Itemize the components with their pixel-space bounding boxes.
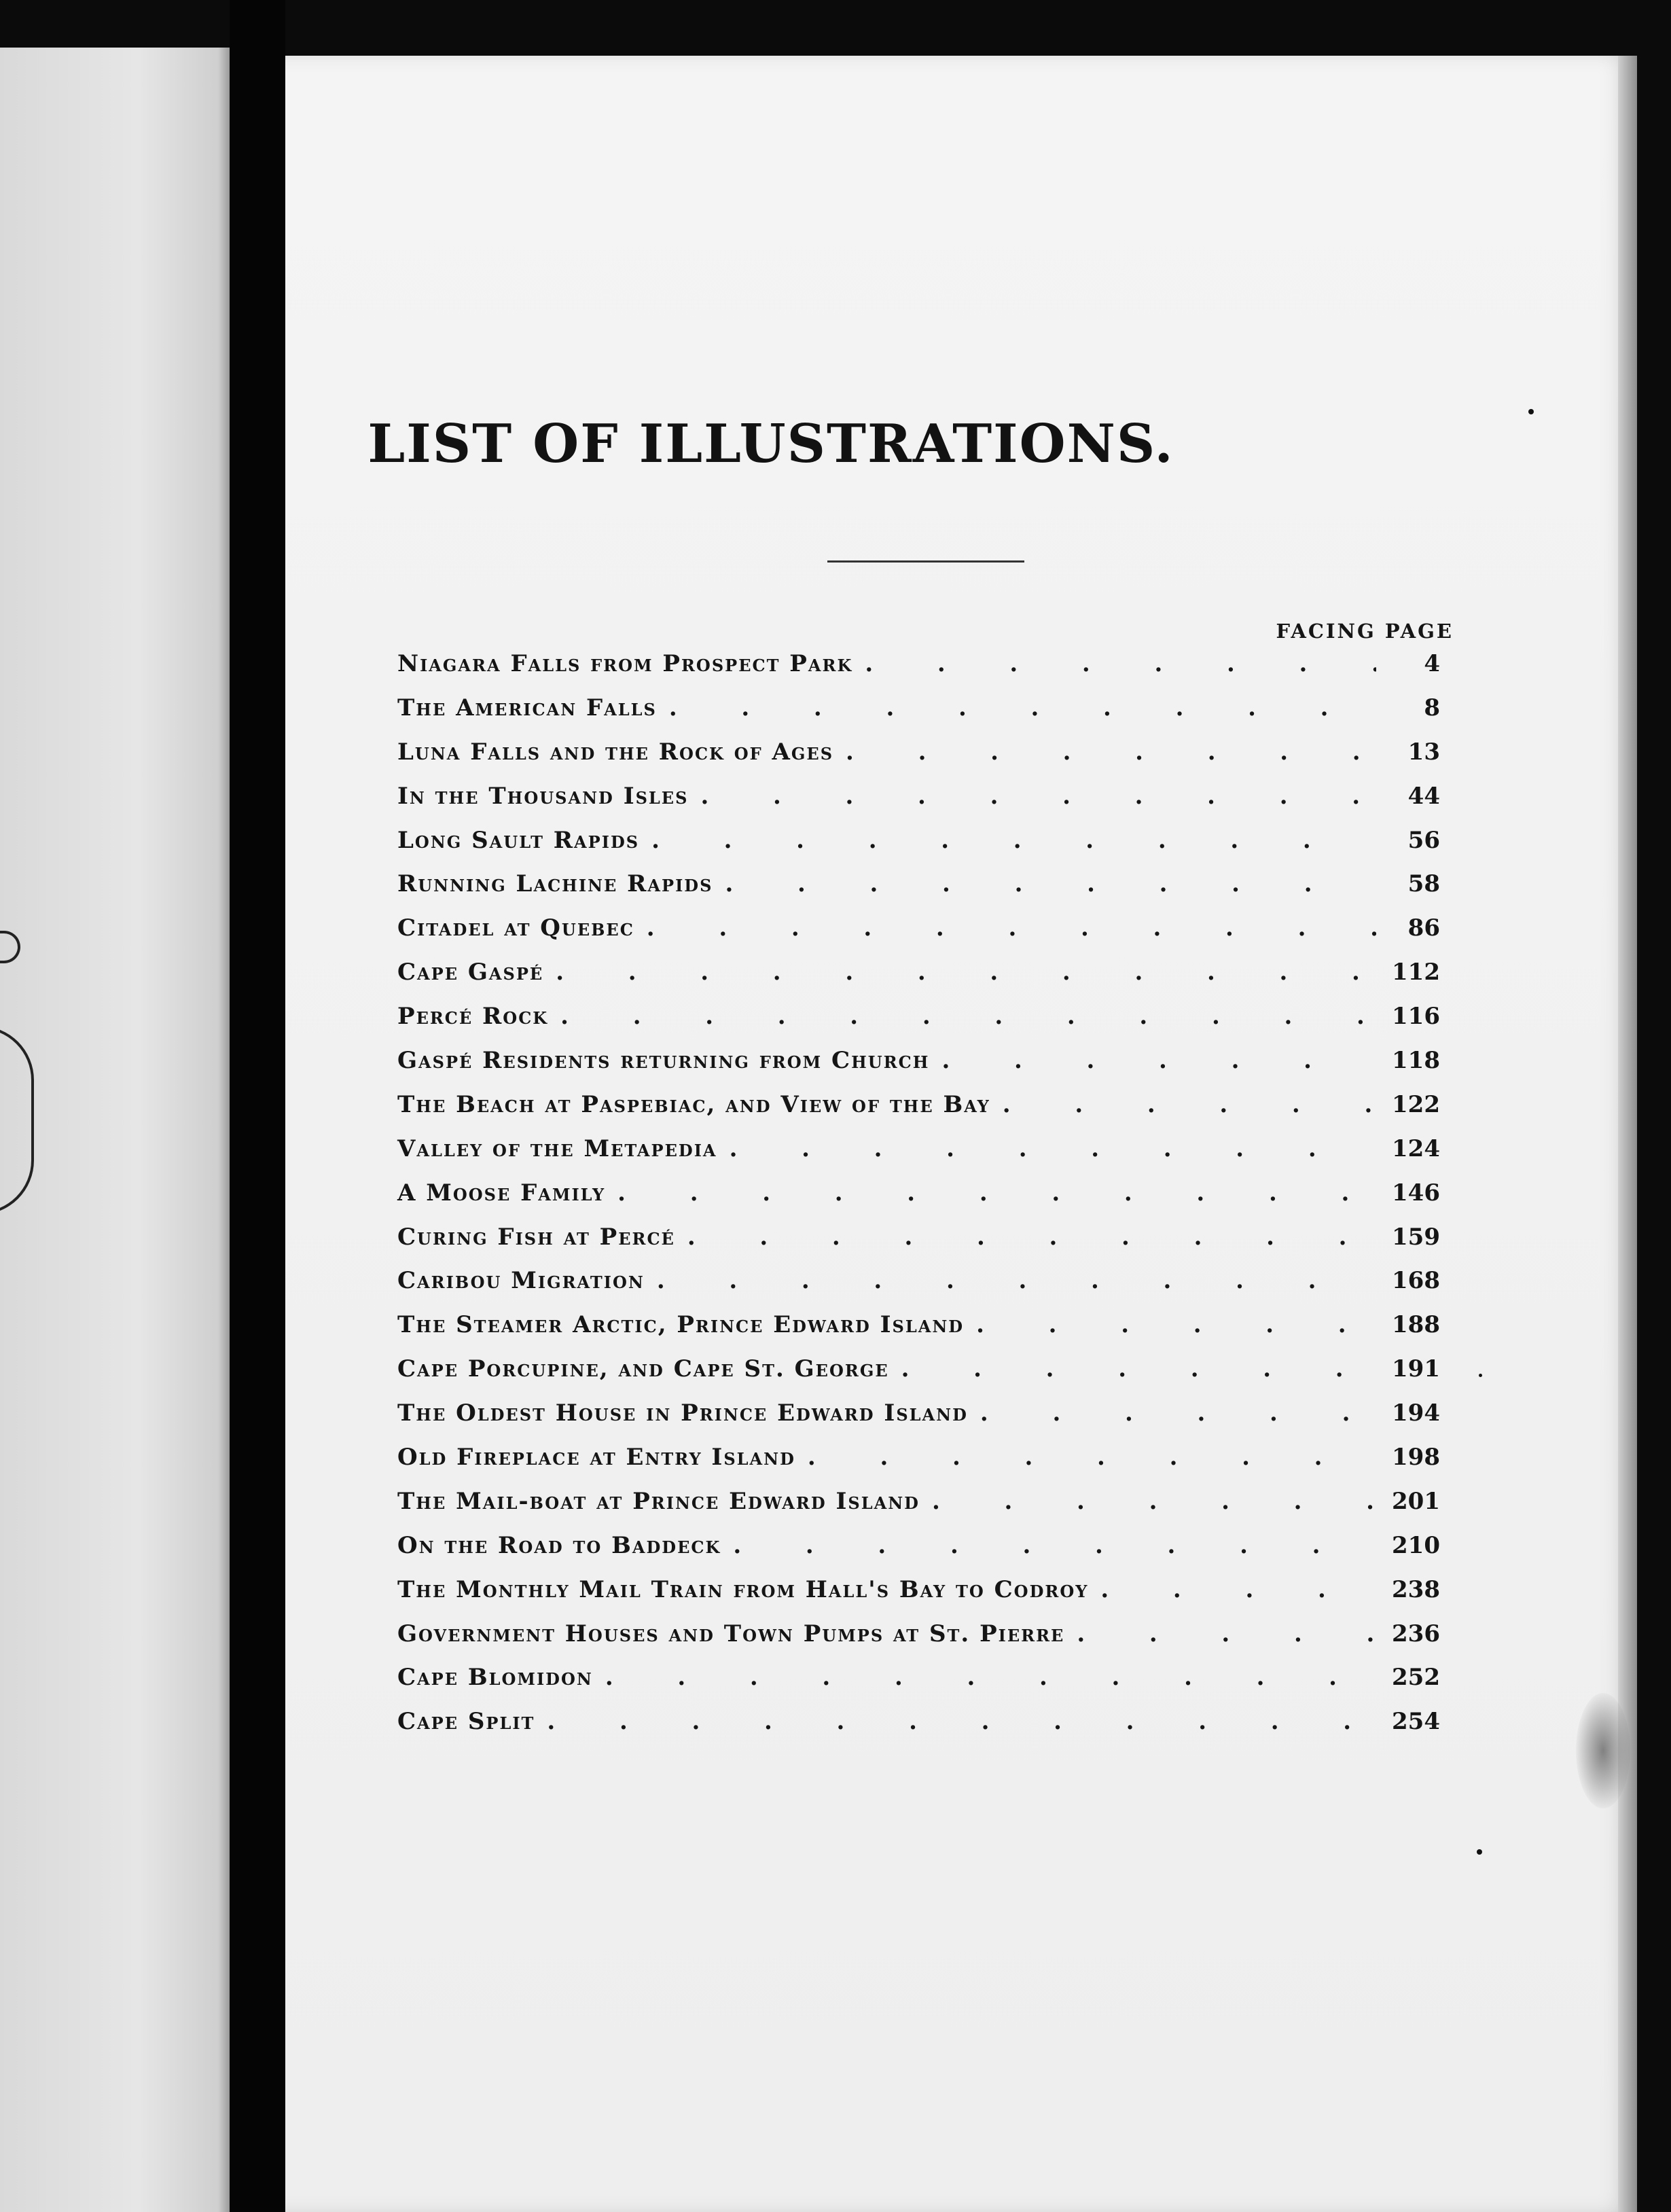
list-item [397,1039,1440,1083]
page-number: 4 [1424,650,1440,677]
illustration-caption: Curing Fish at Percé [397,1223,675,1251]
illustration-caption: The Oldest House in Prince Edward Island [397,1399,968,1427]
page-edge-shadow [1618,56,1637,2212]
list-item [397,1524,1440,1568]
page-number: 254 [1392,1708,1440,1736]
list-item [397,730,1440,774]
page-number: 13 [1407,738,1440,766]
dot-leader [733,1524,1376,1568]
illustrations-list [397,642,1440,1744]
list-item [397,1612,1440,1656]
illustration-caption: Niagara Falls from Prospect Park [397,650,853,677]
dot-leader [605,1656,1376,1700]
illustration-caption: A Moose Family [397,1179,606,1207]
page-number: 116 [1392,1003,1440,1031]
list-item [397,950,1440,995]
page-number: 146 [1392,1179,1440,1207]
bleed-through-mark [0,931,20,963]
page-number: 236 [1392,1620,1440,1647]
page-number: 8 [1424,694,1440,721]
dot-leader [1077,1612,1376,1656]
page-number: 44 [1407,782,1440,810]
list-item [397,1127,1440,1171]
dust-speck [1528,409,1534,414]
page-number: 122 [1392,1090,1440,1118]
list-item [397,1215,1440,1260]
page-number: 201 [1392,1487,1440,1515]
illustration-caption: Government Houses and Town Pumps at St. Pierre [397,1620,1065,1647]
list-item [397,774,1440,819]
bleed-through-mark [0,1026,34,1215]
illustration-caption: Running Lachine Rapids [397,870,713,898]
illustration-caption: The Steamer Arctic, Prince Edward Island [397,1311,965,1339]
left-page-edge [0,48,230,2212]
page-number: 198 [1392,1444,1440,1471]
dot-leader [647,906,1376,950]
dot-leader [657,1259,1376,1303]
dot-leader [669,686,1376,730]
dot-leader [651,819,1376,863]
dot-leader [547,1700,1376,1744]
page-number: 194 [1392,1399,1440,1427]
page-number: 252 [1392,1664,1440,1692]
list-item [397,1259,1440,1303]
title-rule [827,560,1024,563]
illustration-caption: Cape Gaspé [397,959,544,986]
illustration-caption: The Mail-boat at Prince Edward Island [397,1487,920,1515]
page-number: 210 [1392,1531,1440,1559]
dot-leader [1003,1083,1376,1127]
illustration-caption: On the Road to Baddeck [397,1531,721,1559]
thumb-smudge [1576,1693,1630,1808]
list-item [397,1435,1440,1480]
illustration-caption: Caribou Migration [397,1267,645,1295]
dot-leader [976,1303,1376,1347]
page-number: 238 [1392,1575,1440,1603]
illustration-caption: Cape Split [397,1708,535,1736]
page-title: LIST OF ILLUSTRATIONS. [367,413,1174,475]
page-number: 188 [1392,1311,1440,1339]
facing-page-heading: FACING PAGE [1276,620,1454,643]
dot-leader [941,1039,1376,1083]
list-item [397,1083,1440,1127]
list-item [397,1171,1440,1215]
dot-leader [725,862,1376,906]
illustration-caption: The Monthly Mail Train from Hall's Bay to Codroy [397,1575,1089,1603]
illustration-caption: Citadel at Quebec [397,914,634,942]
illustration-caption: In the Thousand Isles [397,782,689,810]
page-number: 124 [1392,1135,1440,1162]
dot-leader [560,995,1376,1039]
list-item [397,1303,1440,1347]
list-item [397,642,1440,686]
list-item [397,862,1440,906]
illustration-caption: Long Sault Rapids [397,826,640,854]
illustration-caption: Old Fireplace at Entry Island [397,1444,795,1471]
page-number: 168 [1392,1267,1440,1295]
dot-leader [846,730,1376,774]
page-number: 58 [1407,870,1440,898]
list-item [397,819,1440,863]
illustration-caption: The Beach at Paspebiac, and View of the Bay [397,1090,990,1118]
dot-leader [687,1215,1376,1260]
dot-leader [980,1391,1376,1435]
list-item [397,686,1440,730]
illustration-caption: Luna Falls and the Rock of Ages [397,738,834,766]
dot-leader [865,642,1376,686]
dot-leader [700,774,1376,819]
illustration-caption: Percé Rock [397,1003,549,1031]
illustration-caption: Cape Blomidon [397,1664,593,1692]
illustration-caption: Gaspé Residents returning from Church [397,1047,930,1075]
book-gutter [230,0,285,2212]
dot-leader [1100,1568,1376,1612]
dust-speck [1479,1374,1482,1377]
list-item [397,1568,1440,1612]
list-item [397,1656,1440,1700]
list-item [397,1480,1440,1524]
dot-leader [808,1435,1376,1480]
dot-leader [901,1347,1376,1391]
page-number: 118 [1392,1047,1440,1075]
dot-leader [730,1127,1376,1171]
list-item [397,1700,1440,1744]
list-item [397,1391,1440,1435]
list-item [397,1347,1440,1391]
illustration-caption: Cape Porcupine, and Cape St. George [397,1355,889,1383]
page-number: 159 [1392,1223,1440,1251]
dot-leader [556,950,1376,995]
list-item [397,906,1440,950]
dot-leader [617,1171,1376,1215]
illustration-caption: The American Falls [397,694,657,721]
dust-speck [1477,1849,1482,1855]
illustration-caption: Valley of the Metapedia [397,1135,717,1162]
page-number: 191 [1392,1355,1440,1383]
page-number: 86 [1407,914,1440,942]
page-number: 112 [1392,959,1440,986]
dot-leader [932,1480,1376,1524]
page-number: 56 [1407,826,1440,854]
list-item [397,995,1440,1039]
